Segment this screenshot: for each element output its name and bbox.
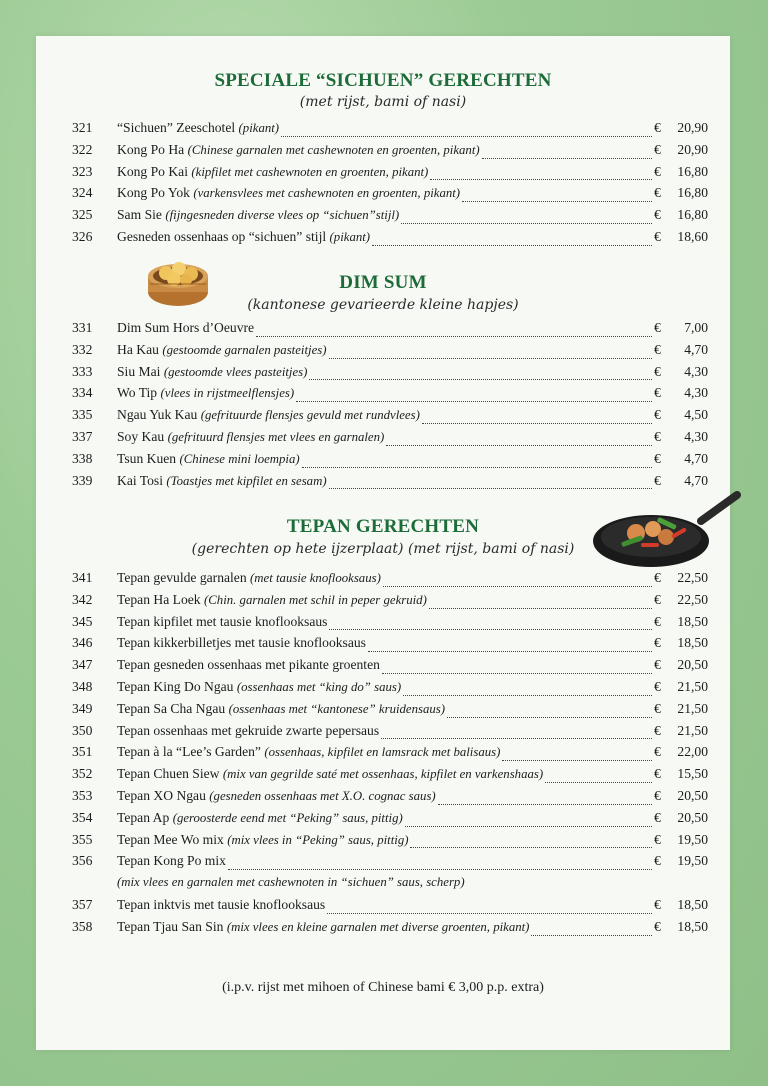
currency-symbol: € xyxy=(654,385,661,401)
item-number: 333 xyxy=(72,363,93,379)
dot-leader xyxy=(401,223,652,224)
item-name: Tepan Kong Po mix xyxy=(117,853,226,869)
dot-leader xyxy=(372,245,652,246)
item-name-wrap xyxy=(117,385,294,401)
dot-leader xyxy=(296,401,652,402)
menu-item-row xyxy=(72,897,708,919)
item-number: 322 xyxy=(72,141,93,157)
item-name-wrap xyxy=(117,207,399,223)
item-price: 20,90 xyxy=(677,141,708,157)
item-name: Tepan XO Ngau xyxy=(117,787,206,803)
menu-item-row xyxy=(72,142,708,164)
item-name: Tepan Mee Wo mix xyxy=(117,831,224,847)
menu-item-row xyxy=(72,635,708,657)
item-name: Siu Mai xyxy=(117,363,161,379)
dot-leader xyxy=(462,201,652,202)
item-price: 7,00 xyxy=(684,320,708,335)
menu-item-row xyxy=(72,701,708,723)
currency-symbol: € xyxy=(654,185,661,201)
section-title-tepan: TEPAN GERECHTEN xyxy=(286,516,480,537)
item-name-wrap xyxy=(117,766,543,782)
item-price: 4,30 xyxy=(684,428,708,444)
item-description: (gestoomde vlees pasteitjes) xyxy=(163,364,308,379)
section-title-dimsum: DIM SUM xyxy=(339,272,427,293)
item-price: 20,50 xyxy=(677,809,708,825)
currency-symbol: € xyxy=(654,678,661,694)
item-name-wrap xyxy=(117,744,500,760)
item-name: Tepan King Do Ngau xyxy=(117,678,234,694)
item-name-wrap xyxy=(117,788,436,804)
currency-symbol: € xyxy=(654,570,661,585)
menu-item-row xyxy=(72,164,708,186)
item-price: 22,50 xyxy=(677,570,708,585)
item-number: 323 xyxy=(72,163,93,179)
item-price: 15,50 xyxy=(677,766,708,782)
currency-symbol: € xyxy=(654,831,661,847)
item-name: Tepan ossenhaas met gekruide zwarte pepersaus xyxy=(117,722,380,738)
dot-leader xyxy=(302,467,652,468)
item-description: (Chinese mini loempia) xyxy=(179,451,300,466)
currency-symbol: € xyxy=(654,228,661,244)
currency-symbol: € xyxy=(654,635,661,651)
item-price: 19,50 xyxy=(677,853,708,869)
dot-leader xyxy=(281,136,652,137)
dot-leader xyxy=(309,379,652,380)
item-number: 331 xyxy=(72,320,93,335)
item-name-wrap xyxy=(117,853,226,869)
dot-leader xyxy=(405,826,652,827)
dot-leader xyxy=(329,629,652,630)
item-number: 326 xyxy=(72,228,93,244)
item-list-dimsum xyxy=(72,320,708,494)
item-name-wrap xyxy=(117,592,427,608)
menu-item-row xyxy=(72,451,708,473)
item-description: (mix vlees in “Peking” saus, pittig) xyxy=(227,832,409,847)
item-name-wrap xyxy=(117,451,300,467)
item-name: Tepan Sa Cha Ngau xyxy=(117,700,226,716)
item-price: 18,50 xyxy=(677,635,708,651)
dot-leader xyxy=(256,336,652,337)
footnote-extra: (i.p.v. rijst met mihoen of Chinese bami € 3,00 p.p. extra) xyxy=(222,980,544,995)
item-number: 356 xyxy=(72,853,93,869)
item-description: (ossenhaas met “kantonese” kruidensaus) xyxy=(228,701,446,716)
item-name: Wo Tip xyxy=(117,385,158,401)
dot-leader xyxy=(368,651,652,652)
menu-item-row xyxy=(72,185,708,207)
dot-leader xyxy=(531,935,652,936)
item-number: 339 xyxy=(72,472,93,488)
item-number: 334 xyxy=(72,385,93,401)
currency-symbol: € xyxy=(654,207,661,223)
dot-leader xyxy=(381,738,652,739)
currency-symbol: € xyxy=(654,320,661,335)
currency-symbol: € xyxy=(654,787,661,803)
menu-item-row xyxy=(72,723,708,745)
item-number: 342 xyxy=(72,591,93,607)
item-description: (ossenhaas met “king do” saus) xyxy=(236,679,402,694)
item-number: 338 xyxy=(72,450,93,466)
menu-item-row xyxy=(72,385,708,407)
item-description: (fijngesneden diverse vlees op “sichuen”stijl) xyxy=(165,208,400,223)
item-number: 348 xyxy=(72,678,93,694)
currency-symbol: € xyxy=(654,591,661,607)
item-name-wrap xyxy=(117,164,428,180)
item-list-tepan xyxy=(72,570,708,941)
item-name-wrap xyxy=(117,364,307,380)
item-name: Kong Po Kai xyxy=(117,163,188,179)
currency-symbol: € xyxy=(654,766,661,782)
item-name-wrap xyxy=(117,679,401,695)
item-number: 353 xyxy=(72,787,93,803)
item-price: 20,90 xyxy=(677,120,708,135)
item-price: 18,50 xyxy=(677,896,708,912)
currency-symbol: € xyxy=(654,141,661,157)
menu-item-row xyxy=(72,744,708,766)
item-number: 352 xyxy=(72,766,93,782)
item-name-wrap xyxy=(117,832,408,848)
item-description: (ossenhaas, kipfilet en lamsrack met balisaus) xyxy=(264,745,501,760)
item-description: (gefrituurde flensjes gevuld met rundvlees) xyxy=(200,408,420,423)
item-price: 4,50 xyxy=(684,407,708,423)
item-number: 341 xyxy=(72,570,93,585)
item-price: 16,80 xyxy=(677,185,708,201)
item-name: Tepan Tjau San Sin xyxy=(117,918,224,934)
item-name-wrap xyxy=(117,473,327,489)
item-number: 321 xyxy=(72,120,93,135)
item-price: 21,50 xyxy=(677,722,708,738)
item-description: (mix vlees en kleine garnalen met diverse groenten, pikant) xyxy=(226,919,530,934)
item-price: 4,30 xyxy=(684,385,708,401)
currency-symbol: € xyxy=(654,809,661,825)
currency-symbol: € xyxy=(654,853,661,869)
item-price: 4,70 xyxy=(684,341,708,357)
item-number: 355 xyxy=(72,831,93,847)
section-title-sichuen: SPECIALE “SICHUEN” GERECHTEN xyxy=(214,70,552,91)
item-price: 4,70 xyxy=(684,450,708,466)
currency-symbol: € xyxy=(654,450,661,466)
menu-item-row xyxy=(72,679,708,701)
item-name-wrap xyxy=(117,407,420,423)
item-description: (met tausie knoflooksaus) xyxy=(250,571,381,585)
item-name: “Sichuen” Zeeschotel xyxy=(117,120,236,135)
currency-symbol: € xyxy=(654,657,661,673)
item-name-wrap xyxy=(117,185,460,201)
dot-leader xyxy=(502,760,652,761)
currency-symbol: € xyxy=(654,896,661,912)
item-price: 22,00 xyxy=(677,744,708,760)
item-name-wrap xyxy=(117,320,254,336)
dot-leader xyxy=(410,847,652,848)
item-description: (gesneden ossenhaas met X.O. cognac saus) xyxy=(209,788,436,803)
item-number: 351 xyxy=(72,744,93,760)
item-price: 20,50 xyxy=(677,657,708,673)
menu-panel xyxy=(36,36,730,1050)
item-name: Tepan gesneden ossenhaas met pikante groenten xyxy=(117,657,380,673)
item-name-wrap xyxy=(117,919,529,935)
item-price: 18,50 xyxy=(677,613,708,629)
menu-item-row xyxy=(72,570,708,592)
item-price: 16,80 xyxy=(677,163,708,179)
item-name-wrap xyxy=(117,120,279,136)
menu-item-row xyxy=(72,853,708,875)
currency-symbol: € xyxy=(654,613,661,629)
dot-leader xyxy=(228,869,652,870)
item-number: 349 xyxy=(72,700,93,716)
menu-item-row xyxy=(72,810,708,832)
currency-symbol: € xyxy=(654,120,661,135)
currency-symbol: € xyxy=(654,428,661,444)
menu-item-row xyxy=(72,207,708,229)
item-name-wrap xyxy=(117,142,480,158)
item-description: (varkensvlees met cashewnoten en groenten, pikant) xyxy=(193,186,461,201)
currency-symbol: € xyxy=(654,472,661,488)
currency-symbol: € xyxy=(654,744,661,760)
dot-leader xyxy=(429,608,652,609)
item-number: 347 xyxy=(72,657,93,673)
item-name: Gesneden ossenhaas op “sichuen” stijl xyxy=(117,228,327,244)
menu-item-row xyxy=(72,407,708,429)
item-description: (Chinese garnalen met cashewnoten en groenten, pikant) xyxy=(187,142,480,157)
item-number: 345 xyxy=(72,613,93,629)
item-name: Tepan à la “Lee’s Garden” xyxy=(117,744,261,760)
item-price: 21,50 xyxy=(677,678,708,694)
item-name: Soy Kau xyxy=(117,428,165,444)
dot-leader xyxy=(403,695,652,696)
item-name: Sam Sie xyxy=(117,207,162,223)
item-name-wrap xyxy=(117,635,366,651)
dot-leader xyxy=(438,804,652,805)
item-name-wrap xyxy=(117,723,379,739)
currency-symbol: € xyxy=(654,700,661,716)
item-name: Tepan gevulde garnalen xyxy=(117,570,247,585)
dot-leader xyxy=(482,158,652,159)
item-name: Dim Sum Hors d’Oeuvre xyxy=(117,320,255,335)
item-number: 325 xyxy=(72,207,93,223)
menu-item-row xyxy=(72,832,708,854)
item-name: Tepan kikkerbilletjes met tausie knoflooksaus xyxy=(117,635,366,651)
item-name: Kai Tosi xyxy=(117,472,163,488)
item-name: Ha Kau xyxy=(117,341,159,357)
item-name: Tepan inktvis met tausie knoflooksaus xyxy=(117,896,326,912)
item-description: (vlees in rijstmeelflensjes) xyxy=(160,386,295,401)
item-number: 324 xyxy=(72,185,93,201)
item-number: 332 xyxy=(72,341,93,357)
menu-item-row xyxy=(72,788,708,810)
menu-item-row xyxy=(72,229,708,251)
dot-leader xyxy=(422,423,652,424)
currency-symbol: € xyxy=(654,341,661,357)
item-description: (geroosterde eend met “Peking” saus, pittig) xyxy=(172,810,403,825)
item-description: (kipfilet met cashewnoten en groenten, pikant) xyxy=(191,164,429,179)
dot-leader xyxy=(382,673,652,674)
item-description: (Toastjes met kipfilet en sesam) xyxy=(166,473,327,488)
item-name-wrap xyxy=(117,810,403,826)
item-name-wrap xyxy=(117,897,325,913)
item-price: 22,50 xyxy=(677,591,708,607)
dot-leader xyxy=(329,488,652,489)
item-name-wrap xyxy=(117,570,381,586)
currency-symbol: € xyxy=(654,407,661,423)
item-name: Tepan kipfilet met tausie knoflooksaus xyxy=(117,613,328,629)
dot-leader xyxy=(430,179,652,180)
menu-item-row xyxy=(72,320,708,342)
item-price: 21,50 xyxy=(677,700,708,716)
dot-leader xyxy=(327,913,652,914)
item-price: 4,30 xyxy=(684,363,708,379)
menu-item-row xyxy=(72,614,708,636)
item-description: (mix van gegrilde saté met ossenhaas, kipfilet en varkenshaas) xyxy=(222,767,544,782)
menu-item-row xyxy=(72,657,708,679)
item-price: 18,60 xyxy=(677,228,708,244)
item-description: (gestoomde garnalen pasteitjes) xyxy=(162,342,327,357)
item-number: 337 xyxy=(72,428,93,444)
item-name-wrap xyxy=(117,229,370,245)
currency-symbol: € xyxy=(654,163,661,179)
item-number: 354 xyxy=(72,809,93,825)
dot-leader xyxy=(545,782,652,783)
item-number: 335 xyxy=(72,407,93,423)
item-number: 358 xyxy=(72,918,93,934)
item-price: 4,70 xyxy=(684,472,708,488)
menu-item-row xyxy=(72,429,708,451)
menu-item-row xyxy=(72,120,708,142)
dot-leader xyxy=(386,445,652,446)
currency-symbol: € xyxy=(654,722,661,738)
item-number: 346 xyxy=(72,635,93,651)
item-name: Kong Po Yok xyxy=(117,185,190,201)
dot-leader xyxy=(447,717,652,718)
item-name: Tepan Chuen Siew xyxy=(117,766,220,782)
item-description: (pikant) xyxy=(238,121,280,135)
menu-item-row xyxy=(72,592,708,614)
item-name-wrap xyxy=(117,429,384,445)
menu-item-row xyxy=(72,342,708,364)
item-number: 357 xyxy=(72,896,93,912)
item-price: 18,50 xyxy=(677,918,708,934)
item-name: Tepan Ha Loek xyxy=(117,591,201,607)
item-description: (gefrituurd flensjes met vlees en garnalen) xyxy=(167,429,385,444)
item-name: Tsun Kuen xyxy=(117,450,177,466)
item-price: 16,80 xyxy=(677,207,708,223)
item-subline: (mix vlees en garnalen met cashewnoten in “sichuen” saus, scherp) xyxy=(117,875,465,890)
dot-leader xyxy=(329,358,652,359)
item-name: Tepan Ap xyxy=(117,809,170,825)
currency-symbol: € xyxy=(654,363,661,379)
item-price: 19,50 xyxy=(677,831,708,847)
item-name: Ngau Yuk Kau xyxy=(117,407,198,423)
menu-item-row xyxy=(72,919,708,941)
item-name-wrap xyxy=(117,614,327,630)
currency-symbol: € xyxy=(654,918,661,934)
section-subtitle-dimsum: (kantonese gevarieerde kleine hapjes) xyxy=(247,297,519,313)
item-name-wrap xyxy=(117,701,445,717)
menu-item-row xyxy=(72,766,708,788)
item-list-sichuen xyxy=(72,120,708,251)
dot-leader xyxy=(383,586,652,587)
item-description: (Chin. garnalen met schil in peper gekruid) xyxy=(204,592,427,607)
item-description: (pikant) xyxy=(329,229,371,244)
item-name-wrap xyxy=(117,657,380,673)
item-name: Kong Po Ha xyxy=(117,141,185,157)
section-subtitle-tepan: (gerechten op hete ijzerplaat) (met rijst, bami of nasi) xyxy=(191,541,575,557)
section-subtitle-sichuen: (met rijst, bami of nasi) xyxy=(299,94,467,110)
item-price: 20,50 xyxy=(677,787,708,803)
item-name-wrap xyxy=(117,342,327,358)
menu-item-row xyxy=(72,364,708,386)
item-number: 350 xyxy=(72,722,93,738)
